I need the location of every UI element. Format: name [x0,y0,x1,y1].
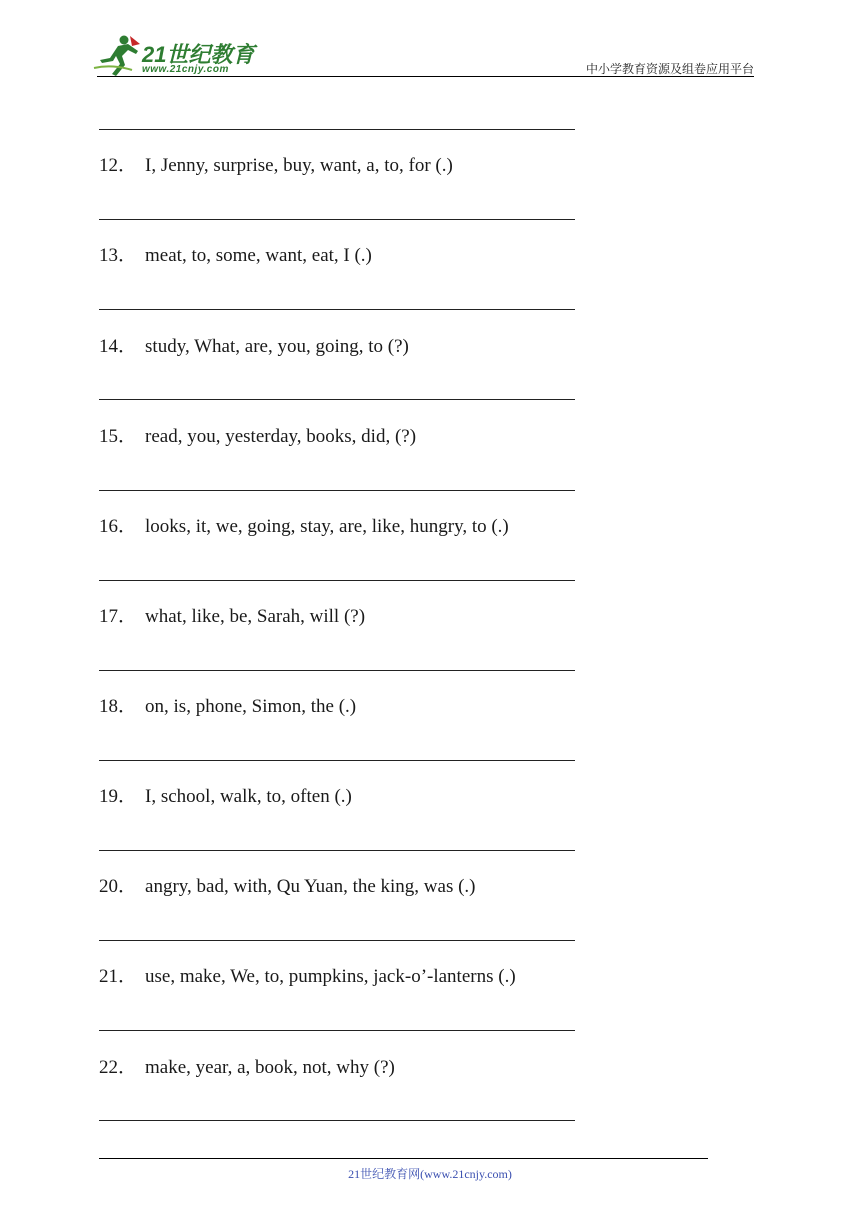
question-number: 14． [99,336,138,357]
question-text: read, you, yesterday, books, did, (?) [145,426,417,447]
question-text: make, year, a, book, not, why (?) [145,1057,395,1078]
footer-divider [99,1158,708,1159]
platform-title: 中小学教育资源及组卷应用平台 [585,62,754,76]
question-22 [99,1057,395,1079]
page-header [0,0,860,82]
logo-text: 21世纪教育 [142,42,255,67]
answer-line [99,580,575,581]
answer-line [99,940,575,941]
question-text: looks, it, we, going, stay, are, like, hungry, to (.) [145,516,509,537]
question-number: 22． [99,1057,138,1078]
question-text: meat, to, some, want, eat, I (.) [145,245,372,266]
question-19 [99,786,352,808]
question-21 [99,966,516,988]
answer-line [99,129,575,130]
runner-logo-icon [92,34,142,78]
question-number: 21． [99,966,138,987]
question-20 [99,876,476,898]
answer-line [99,399,575,400]
answer-line [99,490,575,491]
footer-site-link[interactable]: 21世纪教育网(www.21cnjy.com) [348,1167,512,1181]
question-number: 16． [99,516,138,537]
logo-url: www.21cnjy.com [142,64,229,75]
question-number: 17． [99,606,138,627]
question-number: 19． [99,786,138,807]
question-text: angry, bad, with, Qu Yuan, the king, was (.) [145,876,476,897]
question-18 [99,696,356,718]
question-text: study, What, are, you, going, to (?) [145,336,409,357]
question-number: 15． [99,426,138,447]
question-text: I, Jenny, surprise, buy, want, a, to, for (.) [145,155,453,176]
question-text: on, is, phone, Simon, the (.) [145,696,357,717]
question-number: 20． [99,876,138,897]
answer-line [99,760,575,761]
question-17 [99,606,365,628]
answer-line [99,1120,575,1121]
header-divider [97,76,754,77]
answer-line [99,850,575,851]
answer-line [99,219,575,220]
answer-line [99,1030,575,1031]
question-text: what, like, be, Sarah, will (?) [145,606,366,627]
question-12 [99,155,453,177]
question-text: use, make, We, to, pumpkins, jack-o’-lanterns (.) [145,966,516,987]
question-text: I, school, walk, to, often (.) [145,786,352,807]
question-15 [99,426,416,448]
site-logo [92,34,262,80]
question-number: 12． [99,155,138,176]
answer-line [99,670,575,671]
answer-line [99,309,575,310]
question-14 [99,336,409,358]
question-16 [99,516,509,538]
question-number: 13． [99,245,138,266]
question-13 [99,245,372,267]
question-number: 18． [99,696,138,717]
